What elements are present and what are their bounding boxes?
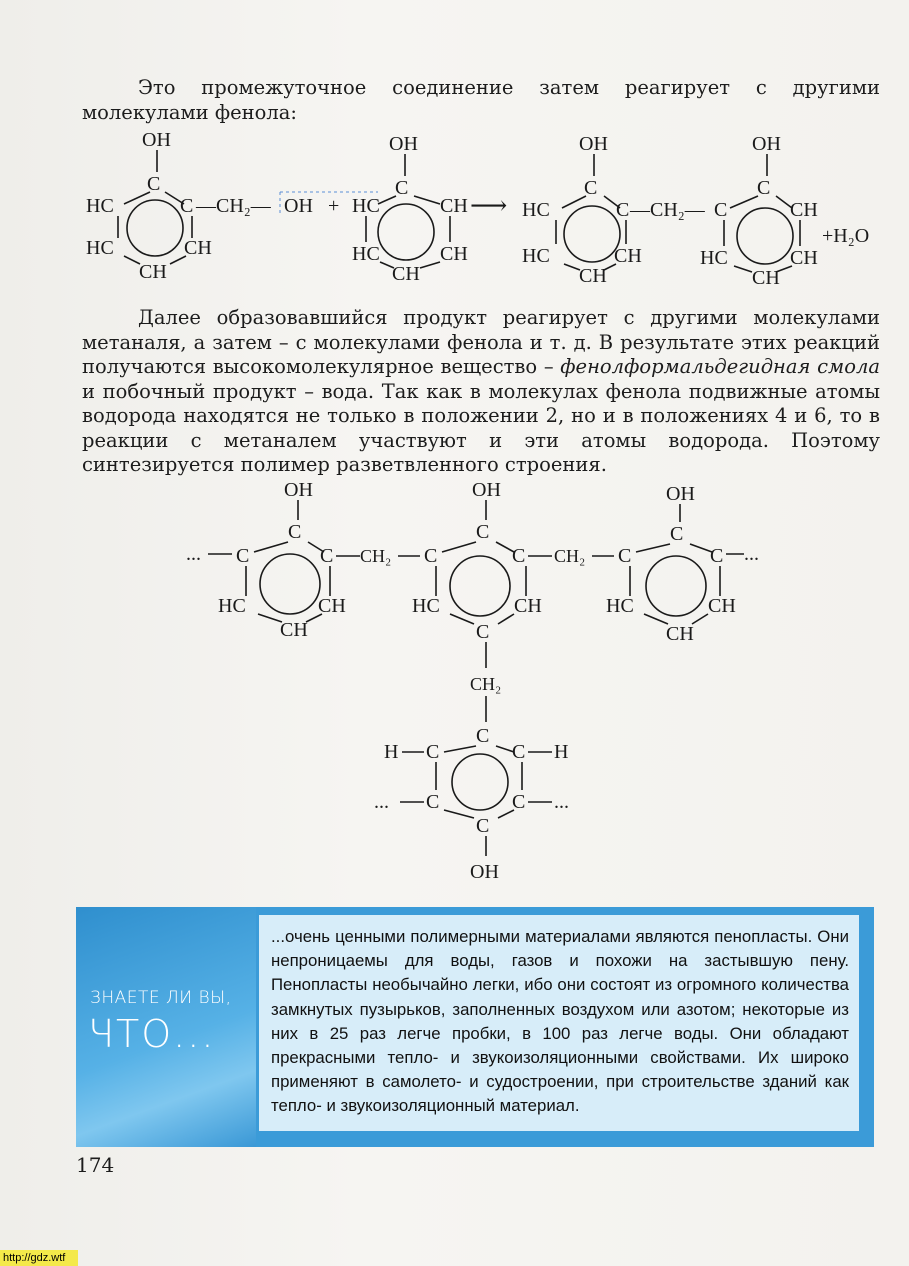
hc-label: HC xyxy=(352,195,380,217)
ch-label: CH xyxy=(790,247,818,269)
plus-sign: + xyxy=(328,195,340,217)
ch-label: CH xyxy=(790,199,818,221)
body-text-italic: фенолформальдегидная смола xyxy=(560,355,880,378)
ch-label: CH xyxy=(752,267,780,289)
ch-label: CH xyxy=(318,595,346,617)
oh-bond-label: OH xyxy=(284,195,313,217)
polymer-ring-1 xyxy=(186,479,346,641)
polymer-ring-2 xyxy=(412,479,542,668)
c-label: C xyxy=(147,173,161,195)
arrow: ⟶ xyxy=(470,191,508,220)
c-label: C xyxy=(476,815,490,837)
h-label: H xyxy=(384,741,399,763)
ch-label: CH xyxy=(440,243,468,265)
c-label: C xyxy=(710,545,724,567)
hc-label: HC xyxy=(218,595,246,617)
ch-label: CH xyxy=(579,265,607,287)
oh-label: OH xyxy=(579,133,608,155)
hc-label: HC xyxy=(86,237,114,259)
c-label: C xyxy=(714,199,728,221)
info-text-box xyxy=(259,915,859,1131)
ch-label: CH xyxy=(614,245,642,267)
page-number: 174 xyxy=(76,1153,115,1177)
c-label: C xyxy=(426,791,440,813)
c-label: C xyxy=(512,791,526,813)
c-label: C xyxy=(395,177,409,199)
info-label-big: ЧТО... xyxy=(88,1012,216,1056)
info-label-small: ЗНАЕТЕ ЛИ ВЫ, xyxy=(90,988,232,1008)
c-label: C xyxy=(670,523,684,545)
c-label: C xyxy=(180,195,194,217)
body-text-1: Далее образовавшийся продукт реагирует с другими молекулами метаналя, а затем – с молекулами фенола и т. д. В результате этих реакций получаются высокомолекулярное вещество – xyxy=(82,306,880,378)
hc-label: HC xyxy=(522,245,550,267)
info-text: ...очень ценными полимерными материалами являются пенопласты. Они непроницаемы для воды, газов и похожи на застывшую пену. Пенопласты необычайно легки, ибо они состоят из огромного количества замкнутых пузырьков, заполненных воздухом или азотом; некоторые из них в 25 раз легче пробки, в 100 раз легче воды. Они обладают прекрасными тепло- и звукоизоляционными свойствами. Их широко применяют в самолето- и судостроении, при строительстве зданий как тепло- и звукоизоляционный материал. xyxy=(271,927,849,1116)
oh-label: OH xyxy=(472,479,501,501)
c-label: C xyxy=(757,177,771,199)
oh-label: OH xyxy=(284,479,313,501)
oh-label: OH xyxy=(142,129,171,151)
c-label: C xyxy=(476,621,490,643)
h-label: H xyxy=(554,741,569,763)
c-label: C xyxy=(616,199,630,221)
hc-label: HC xyxy=(412,595,440,617)
ellipsis: ... xyxy=(554,791,569,813)
hc-label: HC xyxy=(352,243,380,265)
ch-label: CH xyxy=(666,623,694,645)
hc-label: HC xyxy=(522,199,550,221)
polymer-ring-4 xyxy=(374,725,569,883)
ch-label: CH xyxy=(392,263,420,285)
ch2-label: CH₂ xyxy=(470,674,502,694)
ch-label: CH xyxy=(280,619,308,641)
oh-label: OH xyxy=(752,133,781,155)
c-label: C xyxy=(426,741,440,763)
water-label: +H₂O xyxy=(822,225,870,247)
ch-label: CH xyxy=(514,595,542,617)
hc-label: HC xyxy=(700,247,728,269)
hc-label: HC xyxy=(86,195,114,217)
bridge-label: —CH₂— xyxy=(196,195,271,217)
c-label: C xyxy=(618,545,632,567)
body-text-2: и побочный продукт – вода. Так как в молекулах фенола подвижные атомы водорода находятся не только в положении 2, но и в положениях 4 и 6, то в реакции с метаналем участвуют и эти атомы водорода. Поэтому синтезируется полимер разветвленного строения. xyxy=(82,379,880,476)
c-label: C xyxy=(424,545,438,567)
oh-label: OH xyxy=(666,483,695,505)
ch-label: CH xyxy=(708,595,736,617)
c-label: C xyxy=(236,545,250,567)
c-label: C xyxy=(476,521,490,543)
oh-label: OH xyxy=(389,133,418,155)
c-label: C xyxy=(288,521,302,543)
ch-label: CH xyxy=(139,261,167,283)
c-label: C xyxy=(476,725,490,747)
hc-label: HC xyxy=(606,595,634,617)
c-label: C xyxy=(512,741,526,763)
c-label: C xyxy=(512,545,526,567)
ellipsis: ... xyxy=(374,791,389,813)
bridge-label: —CH₂— xyxy=(630,199,705,221)
c-label: C xyxy=(584,177,598,199)
ch2-label: CH₂ xyxy=(360,546,392,566)
ch-label: CH xyxy=(184,237,212,259)
intro-paragraph: Это промежуточное соединение затем реагирует с другими молекулами фенола: xyxy=(82,76,880,124)
ellipsis: ... xyxy=(186,543,201,565)
c-label: C xyxy=(320,545,334,567)
ch-label: CH xyxy=(440,195,468,217)
oh-label: OH xyxy=(470,861,499,883)
ch2-label: CH₂ xyxy=(554,546,586,566)
ellipsis: ... xyxy=(744,543,759,565)
polymer-ring-3 xyxy=(606,483,759,645)
watermark-link[interactable]: http://gdz.wtf xyxy=(0,1250,78,1266)
